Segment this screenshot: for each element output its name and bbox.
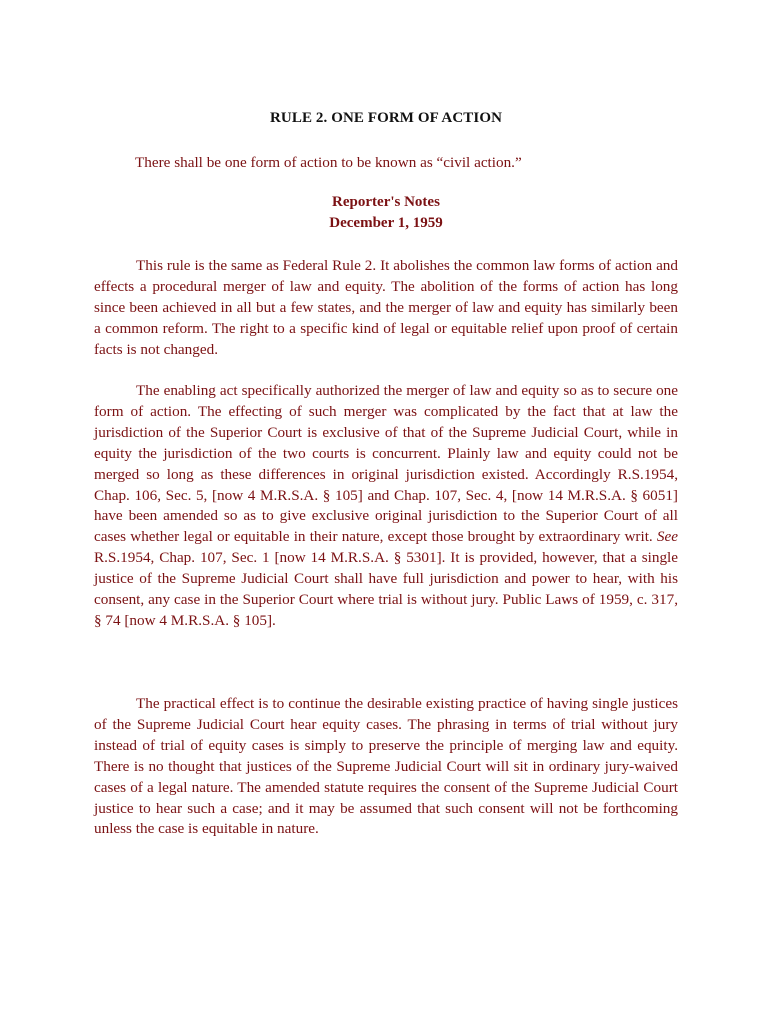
paragraph-2-part-2: R.S.1954, Chap. 107, Sec. 1 [now 14 M.R.S.A. § 5301]. It is provided, however, that a single justice of the Supreme Judicial Court shall have full jurisdiction and power to hear, with his consent, any case in the Superior Court where trial is without jury. Public Laws of 1959, c. 317, § 74 [now 4 M.R.S.A. § 105]. [94, 549, 678, 629]
notes-heading-date: December 1, 1959 [329, 215, 443, 231]
notes-paragraph-2 [94, 381, 678, 632]
paragraph-2-part-1: The enabling act specifically authorized the merger of law and equity so as to secure one form of action. The effecting of such merger was complicated by the fact that at law the jurisdiction of the Superior Court is exclusive of that of the Supreme Judicial Court, while in equity the jurisdiction of the two courts is concurrent. Plainly law and equity could not be merged so long as these differences in original jurisdiction existed. Accordingly R.S.1954, Chap. 106, Sec. 5, [now 4 M.R.S.A. § 105] and Chap. 107, Sec. 4, [now 14 M.R.S.A. § 6051] have been amended so as to give exclusive original jurisdiction to the Superior Court of all cases whether legal or equitable in their nature, except those brought by extraordinary writ. [94, 382, 678, 546]
reporters-notes-heading [94, 192, 678, 234]
notes-heading-label: Reporter's Notes [332, 194, 440, 210]
notes-paragraph-3: The practical effect is to continue the desirable existing practice of having single justices of the Supreme Judicial Court hear equity cases. The phrasing in terms of trial without jury instead of trial of equity cases is simply to preserve the principle of merging law and equity. There is no thought that justices of the Supreme Judicial Court will sit in ordinary jury-waived cases of a legal nature. The amended statute requires the consent of the Supreme Judicial Court justice to hear such a case; and it may be assumed that such consent will not be forthcoming unless the case is equitable in nature. [94, 695, 678, 838]
notes-paragraph-1: This rule is the same as Federal Rule 2. It abolishes the common law forms of action and effects a procedural merger of law and equity. The abolition of the forms of action has long since been achieved in all but a few states, and the merger of law and equity has similarly been a common reform. The right to a specific kind of legal or equitable relief upon proof of certain facts is not changed. [94, 257, 678, 358]
rule-title: RULE 2. ONE FORM OF ACTION [269, 110, 503, 126]
rule-text: There shall be one form of action to be known as “civil action.” [135, 154, 522, 171]
see-signal: See [656, 528, 678, 546]
document-page [94, 108, 678, 838]
